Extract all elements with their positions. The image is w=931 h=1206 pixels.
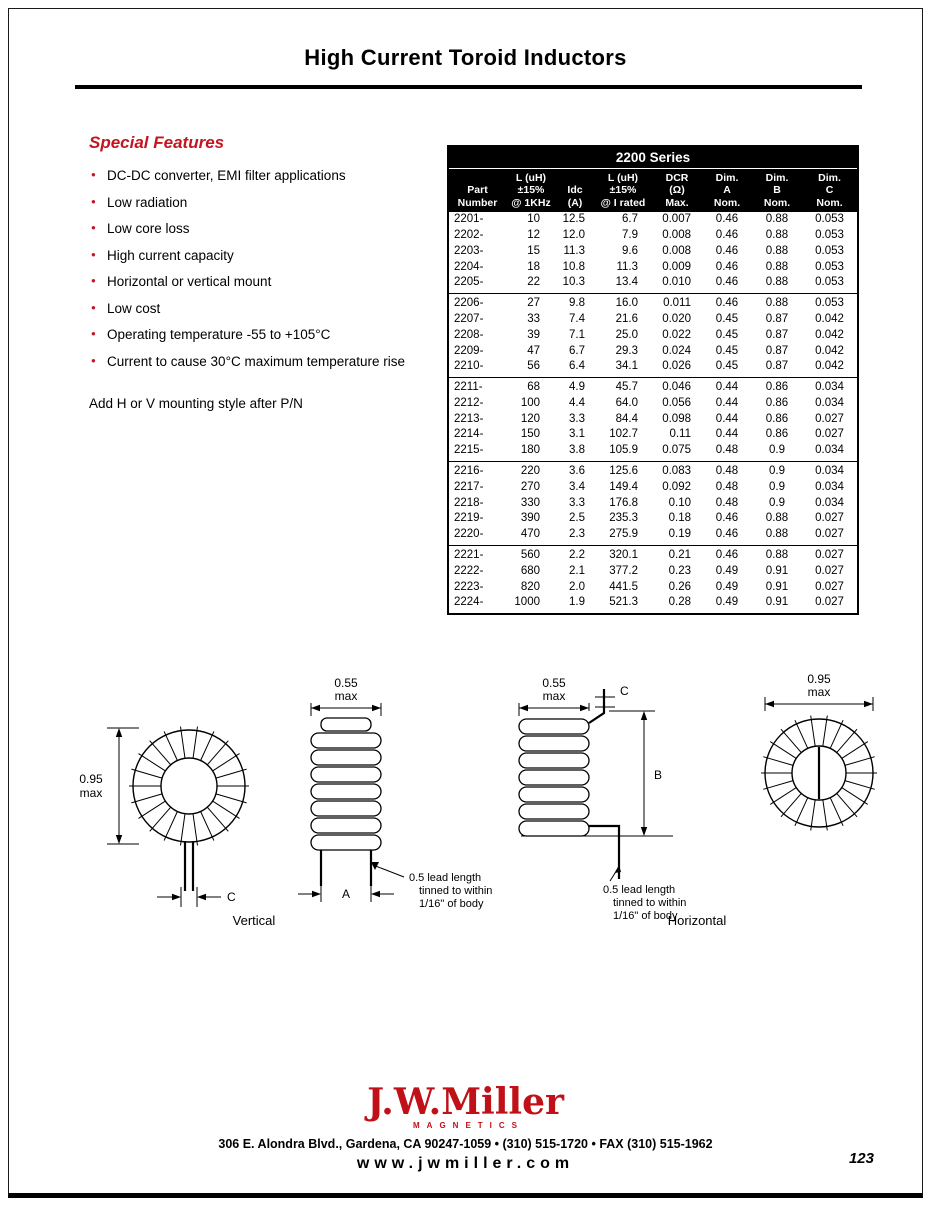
column-header: Idc (A) [556,169,594,213]
table-cell: 0.034 [815,444,844,457]
table-row [448,228,858,244]
column-header: Part Number [448,169,506,213]
table-cell: 9.6 [622,244,638,257]
table-cell: 10.3 [562,276,585,289]
table-cell: 18 [527,260,540,273]
table-cell: 16.0 [594,294,652,312]
table-cell: 0.48 [715,496,739,509]
table-cell: 0.87 [765,312,789,325]
top-width-max: max [807,685,831,699]
table-cell: 2.0 [569,580,585,593]
mounting-style-note: Add H or V mounting style after P/N [89,396,303,412]
table-cell: 0.027 [815,412,844,425]
table-cell: 6.7 [622,213,638,226]
table-cell: 3.6 [556,462,594,480]
table-cell: 0.46 [715,244,739,257]
table-cell: 64.0 [615,396,638,409]
horizontal-height-dimension [609,711,662,836]
feature-item: ● Horizontal or vertical mount [89,273,421,291]
table-cell: 0.48 [715,444,739,457]
table-cell: 275.9 [609,528,638,541]
table-cell: 100 [520,396,540,409]
table-cell: 2217- [454,480,484,493]
table-cell: 7.4 [569,312,585,325]
table-cell: 0.027 [815,564,844,577]
horizontal-lead-note-3: 1/16" of body [613,910,678,922]
table-cell: 0.027 [802,546,858,564]
coil-body-vertical [311,733,381,850]
table-cell: 0.053 [815,228,844,241]
table-cell: 0.46 [715,528,739,541]
table-cell: 0.86 [765,428,789,441]
table-cell: 0.49 [715,596,739,609]
table-cell: 220 [506,462,556,480]
table-cell: 0.034 [802,378,858,396]
table-row [448,260,858,276]
table-cell: 3.4 [569,480,585,493]
table-cell: 0.026 [662,360,691,373]
table-row [448,564,858,580]
table-cell: 12 [527,228,540,241]
table-cell: 125.6 [594,462,652,480]
column-header: Dim. A Nom. [702,169,752,213]
table-cell: 0.46 [702,546,752,564]
table-title: 2200 Series [448,146,858,169]
table-cell: 11.3 [563,244,585,257]
company-logo: J.W.Miller [367,1081,564,1123]
table-cell: 0.11 [669,428,691,441]
table-cell: 0.022 [662,328,691,341]
feature-item: ● DC-DC converter, EMI filter applications [89,167,421,185]
table-cell: 0.48 [715,480,739,493]
table-cell: 330 [520,496,540,509]
company-logo-subtitle: MAGNETICS [413,1121,524,1130]
side-width-dimension [311,676,381,716]
table-cell: 1000 [514,596,540,609]
table-cell: 0.10 [668,496,691,509]
core-top-cap [321,718,371,731]
table-cell: 0.010 [662,276,691,289]
table-row [448,443,858,461]
table-row [448,546,858,564]
feature-item: ● Low radiation [89,194,421,212]
table-cell: 12.5 [562,213,585,226]
front-lead-spacing-label: C [227,890,236,904]
table-cell: 84.4 [615,412,638,425]
table-row [448,312,858,328]
table-cell: 2222- [454,564,484,577]
side-base-dimension [298,886,394,902]
horizontal-lead-note-2: tinned to within [613,897,687,909]
table-cell: 2207- [454,312,484,325]
table-cell: 0.91 [765,596,789,609]
table-row [448,427,858,443]
front-lead-spacing-dimension [157,887,236,907]
table-cell: 2202- [454,228,484,241]
table-cell: 0.034 [815,496,844,509]
column-header: L (uH) ±15% @ 1KHz [506,169,556,213]
table-cell: 0.053 [815,213,844,226]
table-cell: 0.48 [702,462,752,480]
table-cell: 2216- [448,462,506,480]
table-cell: 2204- [454,260,484,273]
table-cell: 0.042 [815,344,844,357]
table-cell: 29.3 [615,344,638,357]
table-cell: 560 [506,546,556,564]
side-base-label: A [341,887,351,901]
table-cell: 0.45 [715,360,739,373]
table-cell: 0.46 [715,512,739,525]
table-cell: 0.053 [815,244,844,257]
front-height-max: max [79,786,103,800]
table-cell: 0.88 [752,294,802,312]
table-cell: 0.91 [765,564,789,577]
table-cell: 149.4 [609,480,638,493]
table-cell: 45.7 [594,378,652,396]
table-cell: 3.1 [569,428,585,441]
table-cell: 0.9 [769,480,785,493]
table-row [448,496,858,512]
top-width-dimension [765,672,873,711]
side-lead-note-1: 0.5 lead length [409,872,482,884]
horizontal-top-lead-dimension [595,684,629,707]
table-cell: 0.034 [815,480,844,493]
table-row [448,462,858,480]
table-cell: 0.042 [815,312,844,325]
table-row [448,294,858,312]
table-cell: 0.45 [715,328,739,341]
table-cell: 0.034 [802,462,858,480]
footer [9,1081,922,1173]
table-cell: 9.8 [556,294,594,312]
table-row [448,580,858,596]
table-cell: 0.056 [662,396,691,409]
table-cell: 0.86 [765,396,789,409]
table-cell: 2201- [454,213,484,226]
table-cell: 0.053 [815,260,844,273]
parts-table-body [448,212,858,614]
table-cell: 47 [527,344,540,357]
table-cell: 0.027 [815,596,844,609]
table-row [448,480,858,496]
table-cell: 270 [520,480,540,493]
table-cell: 0.053 [815,276,844,289]
table-cell: 25.0 [615,328,638,341]
table-cell: 0.008 [662,244,691,257]
table-cell: 0.46 [715,260,739,273]
table-cell: 521.3 [609,596,638,609]
table-cell: 22 [527,276,540,289]
table-cell: 0.053 [802,294,858,312]
table-cell: 320.1 [594,546,652,564]
table-cell: 34.1 [615,360,638,373]
table-cell: 0.23 [668,564,691,577]
horizontal-lead-note-1: 0.5 lead length [603,884,676,896]
table-cell: 1.9 [569,596,585,609]
mechanical-drawings-section [59,661,889,936]
table-cell: 27 [506,294,556,312]
horizontal-top-lead [589,689,604,723]
table-cell: 3.3 [569,496,585,509]
table-cell: 0.18 [668,512,691,525]
table-cell: 0.9 [769,496,785,509]
table-cell: 0.49 [715,564,739,577]
side-width-value: 0.55 [334,676,358,690]
table-cell: 0.45 [715,312,739,325]
table-cell: 11.3 [616,260,638,273]
coil-body-horizontal [519,719,589,836]
feature-item: ● Low cost [89,300,421,318]
table-cell: 0.075 [662,444,691,457]
table-cell: 0.19 [668,528,691,541]
table-cell: 102.7 [609,428,638,441]
table-cell: 0.9 [752,462,802,480]
feature-item: ● Current to cause 30°C maximum temperature rise [89,353,421,371]
table-row [448,344,858,360]
table-cell: 2212- [454,396,484,409]
table-cell: 0.092 [662,480,691,493]
horizontal-view-label: Horizontal [667,913,727,928]
table-cell: 13.4 [615,276,638,289]
table-cell: 0.034 [815,396,844,409]
feature-item: ● High current capacity [89,247,421,265]
table-cell: 0.49 [715,580,739,593]
table-cell: 2.2 [556,546,594,564]
table-cell: 0.083 [652,462,702,480]
feature-item: ● Operating temperature -55 to +105°C [89,326,421,344]
column-header: Dim. C Nom. [802,169,858,213]
table-cell: 2224- [454,596,484,609]
table-cell: 441.5 [609,580,638,593]
table-cell: 176.8 [609,496,638,509]
horizontal-width-max: max [542,689,566,703]
table-cell: 390 [520,512,540,525]
top-width-value: 0.95 [807,672,831,686]
table-cell: 0.88 [752,546,802,564]
table-cell: 0.28 [668,596,691,609]
table-cell: 105.9 [609,444,638,457]
table-cell: 0.46 [715,228,739,241]
table-cell: 0.44 [715,428,739,441]
table-cell: 2223- [454,580,484,593]
table-row [448,511,858,527]
table-cell: 0.86 [752,378,802,396]
table-cell: 0.44 [702,378,752,396]
table-cell: 12.0 [562,228,585,241]
table-cell: 0.88 [765,528,789,541]
table-cell: 2218- [454,496,484,509]
table-cell: 150 [520,428,540,441]
table-cell: 0.024 [662,344,691,357]
features-list [89,167,421,370]
table-row [448,212,858,228]
table-row [448,244,858,260]
front-height-value: 0.95 [79,772,103,786]
table-cell: 0.44 [715,396,739,409]
horizontal-width-value: 0.55 [542,676,566,690]
special-features-section [89,133,421,411]
table-cell: 377.2 [609,564,638,577]
table-cell: 0.46 [715,213,739,226]
table-cell: 2206- [448,294,506,312]
table-cell: 180 [520,444,540,457]
table-cell: 120 [520,412,540,425]
table-cell: 15 [527,244,540,257]
table-cell: 0.042 [815,328,844,341]
table-cell: 0.86 [765,412,789,425]
table-cell: 0.88 [765,512,789,525]
parts-table [447,145,859,615]
table-row [448,527,858,545]
table-header-row [448,169,858,213]
horizontal-right-lead [589,826,619,879]
table-cell: 0.007 [662,213,691,226]
table-cell: 0.011 [652,294,702,312]
table-row [448,378,858,396]
table-cell: 0.87 [765,344,789,357]
horizontal-height-label: B [654,768,663,782]
table-row [448,328,858,344]
side-lead-callout [371,862,492,910]
table-cell: 2221- [448,546,506,564]
table-cell: 10.8 [562,260,585,273]
table-cell: 2205- [454,276,484,289]
horizontal-width-dimension [519,676,589,716]
company-address: 306 E. Alondra Blvd., Gardena, CA 90247-1059 • (310) 515-1720 • FAX (310) 515-1962 [218,1137,713,1151]
table-cell: 7.1 [569,328,585,341]
table-cell: 0.21 [652,546,702,564]
table-cell: 0.87 [765,360,789,373]
horizontal-side-view [519,676,686,922]
table-cell: 0.008 [662,228,691,241]
table-cell: 0.020 [662,312,691,325]
table-cell: 0.45 [715,344,739,357]
side-lead-note-3: 1/16" of body [419,898,484,910]
vertical-side-view [298,676,492,910]
table-cell: 7.9 [622,228,638,241]
table-cell: 0.027 [815,428,844,441]
table-row [448,396,858,412]
table-row [448,359,858,377]
horizontal-top-lead-label: C [620,684,629,698]
table-cell: 6.4 [569,360,585,373]
table-cell: 0.88 [765,213,789,226]
table-cell: 0.009 [662,260,691,273]
table-cell: 2203- [454,244,484,257]
column-header: L (uH) ±15% @ I rated [594,169,652,213]
table-cell: 68 [506,378,556,396]
table-cell: 6.7 [569,344,585,357]
table-cell: 2.5 [569,512,585,525]
table-row [448,595,858,614]
table-cell: 235.3 [609,512,638,525]
side-lead-note-2: tinned to within [419,885,493,897]
table-cell: 2208- [454,328,484,341]
table-cell: 0.88 [765,244,789,257]
table-cell: 2213- [454,412,484,425]
vertical-front-view [79,727,249,907]
table-cell: 0.042 [815,360,844,373]
table-cell: 39 [527,328,540,341]
title-rule [75,85,862,89]
parts-table-section [447,145,859,615]
table-cell: 21.6 [615,312,638,325]
table-cell: 4.9 [556,378,594,396]
table-cell: 0.027 [815,512,844,525]
toroid-inner-ring [161,758,217,814]
table-cell: 820 [520,580,540,593]
table-cell: 0.88 [765,260,789,273]
table-cell: 0.46 [702,294,752,312]
table-cell: 56 [527,360,540,373]
table-cell: 470 [520,528,540,541]
table-row [448,275,858,293]
table-cell: 0.046 [652,378,702,396]
mechanical-drawings [59,661,889,936]
table-cell: 33 [527,312,540,325]
column-header: Dim. B Nom. [752,169,802,213]
page-title: High Current Toroid Inductors [304,45,627,70]
table-cell: 10 [527,213,540,226]
table-cell: 2.3 [569,528,585,541]
table-cell: 0.88 [765,228,789,241]
table-cell: 0.87 [765,328,789,341]
table-row [448,412,858,428]
table-cell: 0.027 [815,580,844,593]
table-cell: 0.26 [668,580,691,593]
feature-item: ● Low core loss [89,220,421,238]
company-website: www.jwmiller.com [356,1155,575,1172]
table-cell: 2220- [454,528,484,541]
table-cell: 0.027 [815,528,844,541]
table-title-row [448,146,858,169]
table-cell: 680 [520,564,540,577]
side-width-max: max [334,689,358,703]
table-cell: 4.4 [569,396,585,409]
table-cell: 0.88 [765,276,789,289]
page-number: 123 [848,1150,874,1167]
table-cell: 2211- [448,378,506,396]
horizontal-top-view [761,672,877,830]
table-cell: 2214- [454,428,484,441]
datasheet-page [8,8,923,1198]
table-cell: 0.098 [662,412,691,425]
table-cell: 2210- [454,360,484,373]
table-cell: 0.44 [715,412,739,425]
table-cell: 2219- [454,512,484,525]
special-features-heading: Special Features [89,133,225,152]
table-cell: 3.8 [569,444,585,457]
vertical-view-label: Vertical [232,913,276,928]
table-cell: 0.9 [769,444,785,457]
table-cell: 2215- [454,444,484,457]
table-cell: 0.46 [715,276,739,289]
table-cell: 2209- [454,344,484,357]
table-cell: 3.3 [569,412,585,425]
column-header: DCR (Ω) Max. [652,169,702,213]
table-cell: 0.91 [765,580,789,593]
table-cell: 2.1 [569,564,585,577]
